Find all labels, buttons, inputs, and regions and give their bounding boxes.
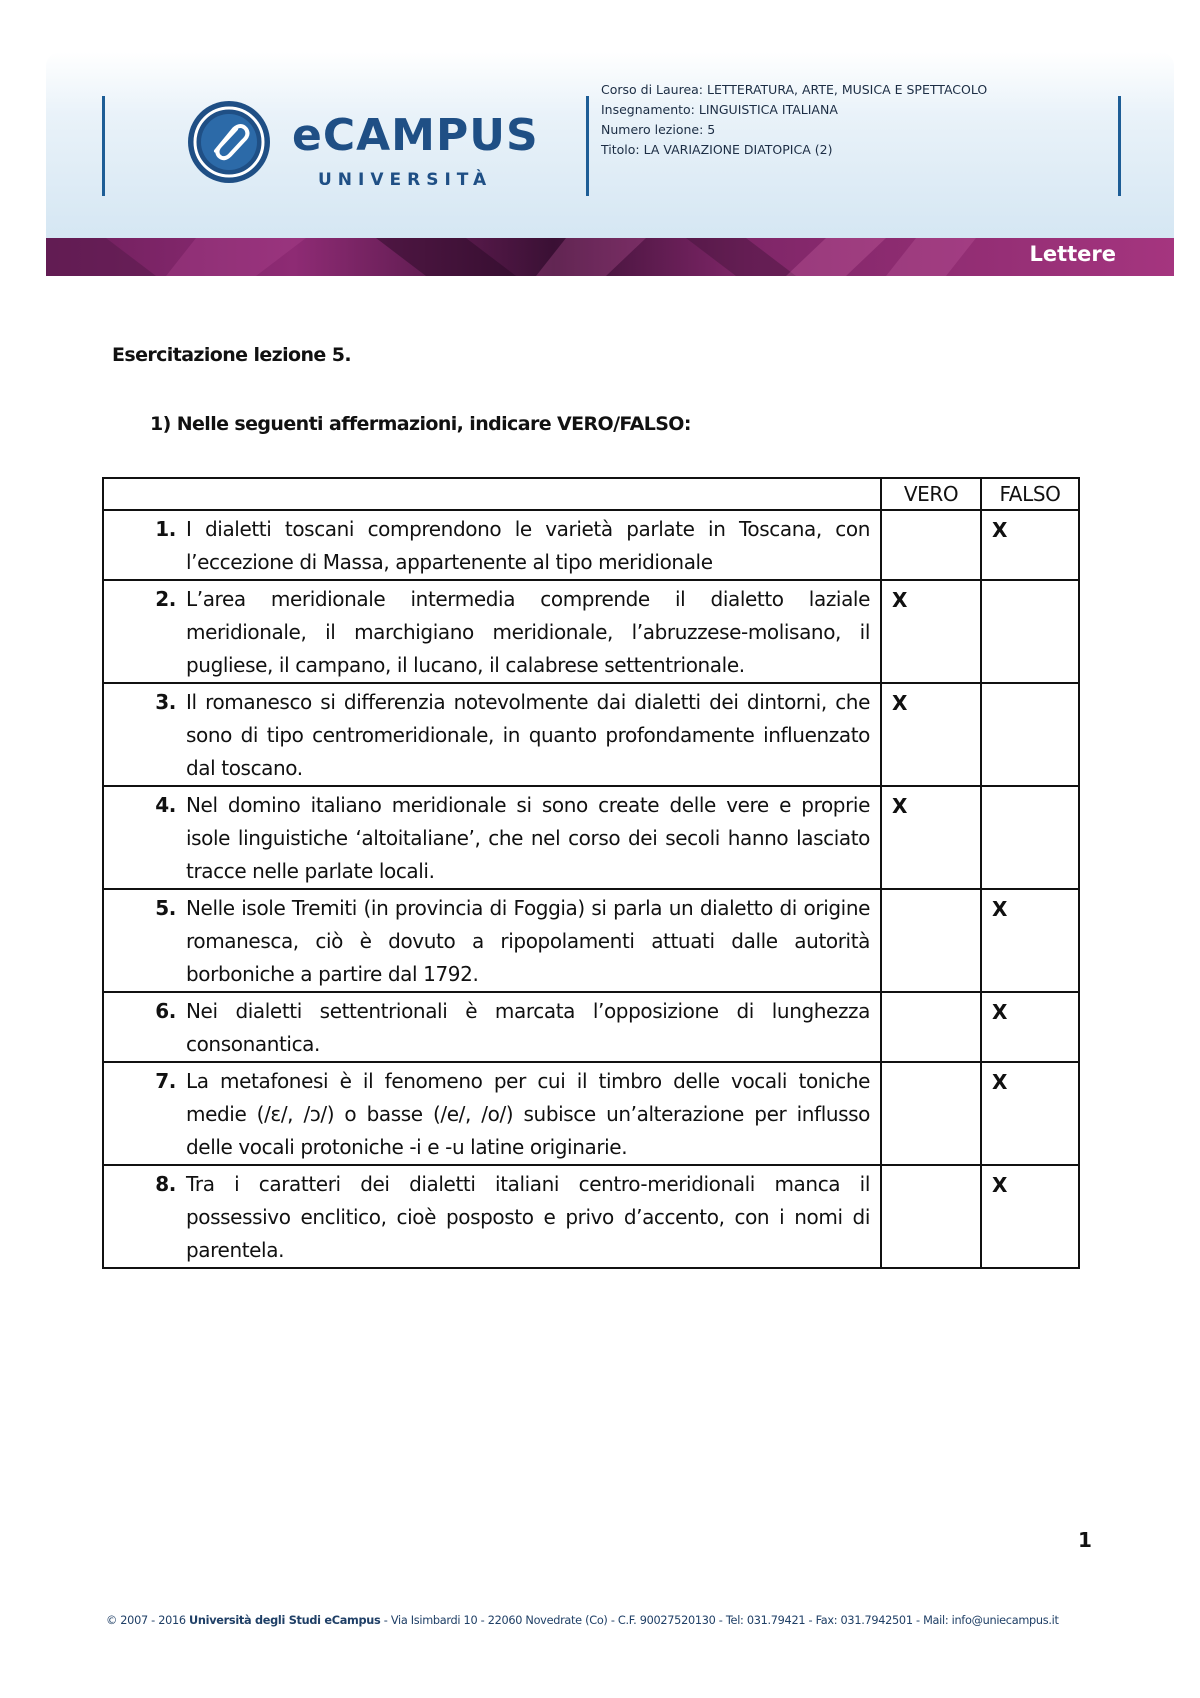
purple-band	[46, 238, 1174, 276]
statement-text: Nei dialetti settentrionali è marcata l’opposizione di lunghezza consonantica.	[186, 999, 870, 1056]
page-title: Esercitazione lezione 5.	[112, 344, 351, 366]
falso-cell[interactable]	[981, 992, 1079, 1062]
course-info	[601, 80, 987, 160]
falso-mark: X	[992, 1173, 1008, 1197]
divider-right	[1118, 96, 1121, 196]
statement-number: 8.	[155, 1172, 176, 1196]
course-line: Insegnamento: LINGUISTICA ITALIANA	[601, 102, 838, 117]
falso-mark: X	[992, 518, 1008, 542]
table-row	[103, 1165, 1079, 1268]
band-pattern-icon	[46, 238, 1174, 276]
logo-subtitle: UNIVERSITÀ	[318, 170, 493, 190]
statement-text: L’area meridionale intermedia comprende il dialetto laziale meridionale, il marchigiano meridionale, l’abruzzese-molisano, il pugliese, il campano, il lucano, il calabrese settentrionale.	[186, 587, 870, 677]
falso-mark: X	[992, 1000, 1008, 1024]
vero-cell[interactable]	[881, 786, 981, 889]
divider-middle	[586, 96, 589, 196]
statement-text: Nelle isole Tremiti (in provincia di Foggia) si parla un dialetto di origine romanesca, ciò è dovuto a ripopolamenti attuati dalle autorità borboniche a partire dal 1792.	[186, 896, 870, 986]
statement-number: 2.	[155, 587, 176, 611]
column-header-vero: VERO	[881, 478, 981, 510]
falso-mark: X	[992, 1070, 1008, 1094]
table-row	[103, 786, 1079, 889]
course-line: Numero lezione: 5	[601, 122, 716, 137]
falso-cell[interactable]	[981, 580, 1079, 683]
statement-text: I dialetti toscani comprendono le varietà parlate in Toscana, con l’eccezione di Massa, appartenente al tipo meridionale	[186, 517, 870, 574]
course-line: Titolo: LA VARIAZIONE DIATOPICA (2)	[601, 142, 833, 157]
vero-mark: X	[892, 794, 908, 818]
true-false-table	[102, 477, 1080, 1269]
statement-number: 1.	[155, 517, 176, 541]
falso-cell[interactable]	[981, 683, 1079, 786]
logo-wordmark: eCAMPUS	[292, 110, 539, 161]
vero-cell[interactable]	[881, 683, 981, 786]
page-number: 1	[1078, 1528, 1092, 1552]
statement-number: 3.	[155, 690, 176, 714]
header-empty-cell	[103, 478, 881, 510]
statement-text: Il romanesco si differenzia notevolmente dai dialetti dei dintorni, che sono di tipo centromeridionale, in quanto profondamente influenzato dal toscano.	[186, 690, 870, 780]
vero-mark: X	[892, 691, 908, 715]
ecampus-logo-icon	[186, 99, 272, 185]
table-row	[103, 889, 1079, 992]
table-row	[103, 992, 1079, 1062]
falso-cell[interactable]	[981, 510, 1079, 580]
statement-number: 7.	[155, 1069, 176, 1093]
footer-copyright: © 2007 - 2016	[106, 1614, 190, 1627]
vero-mark: X	[892, 588, 908, 612]
footer	[106, 1614, 1096, 1627]
footer-university: Università degli Studi eCampus	[189, 1614, 381, 1627]
table-row	[103, 510, 1079, 580]
falso-cell[interactable]	[981, 889, 1079, 992]
falso-cell[interactable]	[981, 1165, 1079, 1268]
footer-details: - Via Isimbardi 10 - 22060 Novedrate (Co) - C.F. 90027520130 - Tel: 031.79421 - Fax: 031.7942501 - Mail: info@uniecampus.it	[380, 1614, 1059, 1627]
vero-cell[interactable]	[881, 889, 981, 992]
table-row	[103, 1062, 1079, 1165]
statement-number: 4.	[155, 793, 176, 817]
table-row	[103, 683, 1079, 786]
course-line: Corso di Laurea: LETTERATURA, ARTE, MUSICA E SPETTACOLO	[601, 82, 988, 97]
divider-left	[102, 96, 105, 196]
falso-cell[interactable]	[981, 1062, 1079, 1165]
vero-cell[interactable]	[881, 992, 981, 1062]
statement-number: 5.	[155, 896, 176, 920]
vero-cell[interactable]	[881, 510, 981, 580]
vero-cell[interactable]	[881, 1165, 981, 1268]
statement-number: 6.	[155, 999, 176, 1023]
statement-text: Nel domino italiano meridionale si sono create delle vere e proprie isole linguistiche ‘altoitaliane’, che nel corso dei secoli hanno lasciato tracce nelle parlate locali.	[186, 793, 870, 883]
falso-cell[interactable]	[981, 786, 1079, 889]
table-header-row	[103, 478, 1079, 510]
statement-text: Tra i caratteri dei dialetti italiani centro-meridionali manca il possessivo enclitico, cioè posposto e privo d’accento, con i nomi di parentela.	[186, 1172, 870, 1262]
falso-mark: X	[992, 897, 1008, 921]
question-heading: 1) Nelle seguenti affermazioni, indicare VERO/FALSO:	[150, 413, 691, 435]
vero-cell[interactable]	[881, 580, 981, 683]
table-row	[103, 580, 1079, 683]
vero-cell[interactable]	[881, 1062, 981, 1165]
header-banner	[46, 52, 1174, 276]
section-label: Lettere	[1029, 242, 1116, 266]
statement-text: La metafonesi è il fenomeno per cui il timbro delle vocali toniche medie (/ɛ/, /ɔ/) o basse (/e/, /o/) subisce un’alterazione per influsso delle vocali protoniche -i e -u latine originarie.	[186, 1069, 870, 1159]
column-header-falso: FALSO	[981, 478, 1079, 510]
